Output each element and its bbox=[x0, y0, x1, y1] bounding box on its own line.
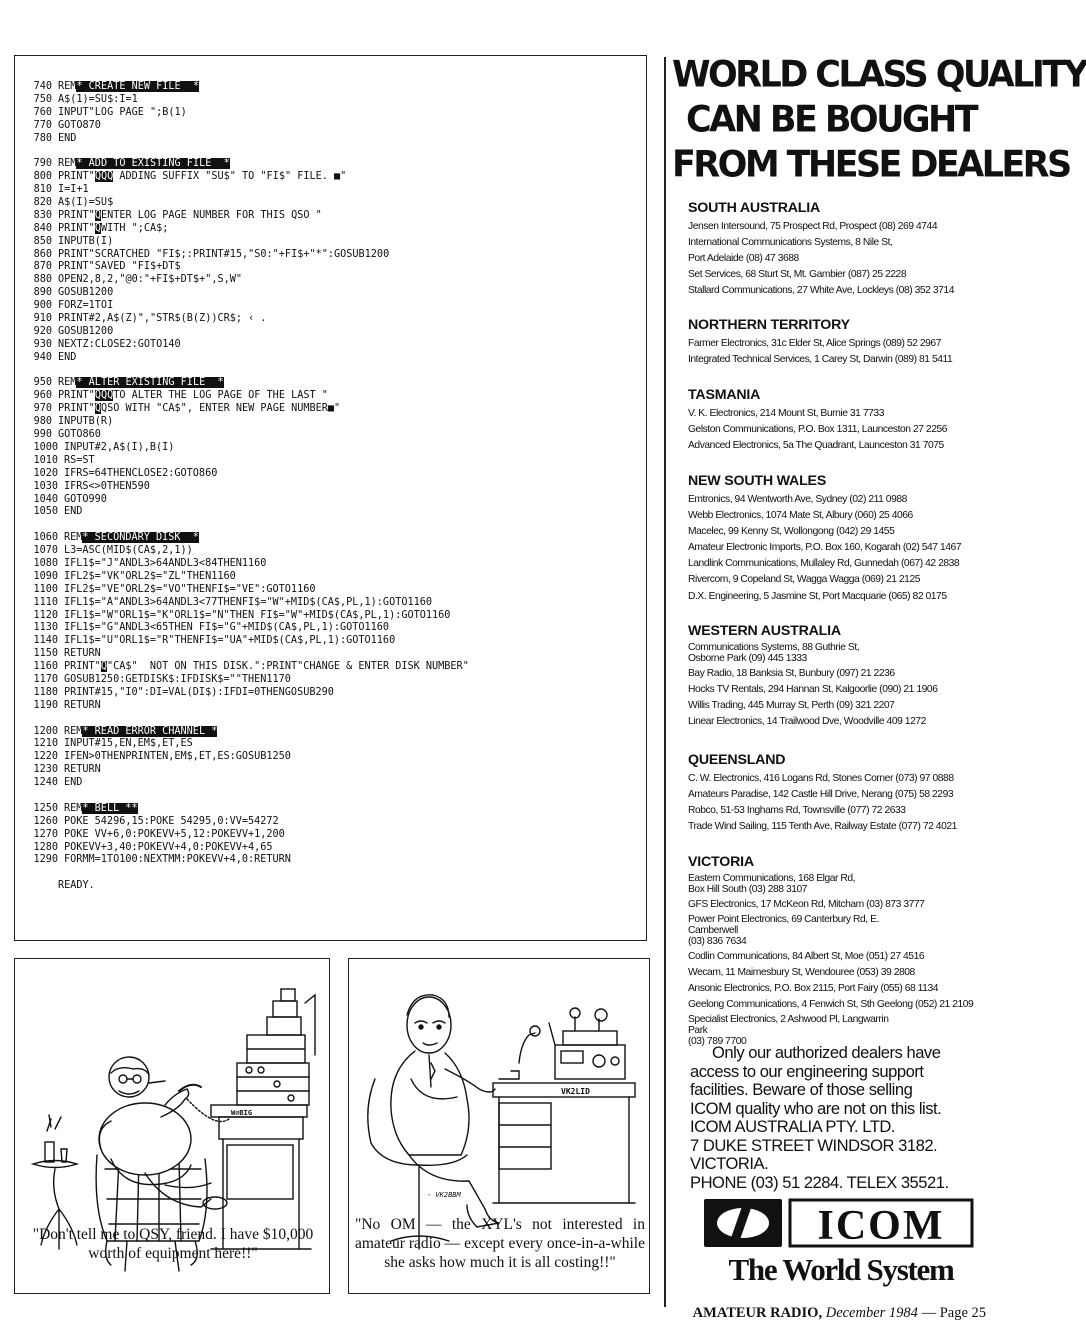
code-line bbox=[26, 287, 638, 300]
code-text: IFL1$="J"ANDL3>64ANDL3<84THEN1160 bbox=[64, 557, 267, 569]
notice-line: access to our engineering support bbox=[690, 1061, 924, 1081]
line-number: 1100 bbox=[33, 583, 58, 595]
dealer-entry-line: (03) 789 7700 bbox=[688, 1036, 747, 1048]
code-text: A$(1)=SU$:I=1 bbox=[58, 93, 138, 105]
dealer-region bbox=[688, 854, 988, 1049]
region-name: SOUTH AUSTRALIA bbox=[688, 200, 821, 216]
dealer-entry-line: Communications Systems, 88 Guthrie St, bbox=[688, 642, 860, 653]
dealer-entry: V. K. Electronics, 214 Mount St, Burnie 31 7733 bbox=[688, 408, 884, 419]
code-line bbox=[26, 416, 638, 429]
dealer-entry: Amateurs Paradise, 142 Castle Hill Drive, Nerang (075) 58 2293 bbox=[688, 789, 954, 801]
code-text: I=I+1 bbox=[58, 184, 89, 196]
code-text: PRINT" bbox=[58, 403, 95, 415]
ad-tagline: The World System bbox=[728, 1252, 954, 1287]
code-line bbox=[26, 803, 638, 816]
code-line bbox=[26, 558, 638, 571]
code-line bbox=[26, 390, 638, 403]
line-number: 950 bbox=[33, 377, 52, 389]
reverse-video-text: * ALTER EXISTING FILE * bbox=[76, 377, 224, 389]
line-number: 880 bbox=[33, 274, 52, 286]
dealer-entry bbox=[688, 642, 898, 664]
line-number: 1130 bbox=[33, 622, 58, 634]
line-number: 1000 bbox=[33, 441, 58, 453]
code-line bbox=[26, 622, 638, 635]
code-text: REM bbox=[58, 158, 77, 170]
ad-notice bbox=[690, 1044, 990, 1192]
code-line bbox=[26, 687, 638, 700]
code-text: FORZ=1TOI bbox=[58, 300, 114, 312]
region-name: NEW SOUTH WALES bbox=[688, 473, 827, 489]
line-number: 1290 bbox=[33, 854, 58, 866]
notice-line: ICOM AUSTRALIA PTY. LTD. bbox=[690, 1117, 896, 1136]
code-text: END bbox=[64, 506, 83, 518]
code-text: A$(I)=SU$ bbox=[58, 197, 114, 209]
dealer-entry: GFS Electronics, 17 McKeon Rd, Mitcham (03) 873 3777 bbox=[688, 899, 925, 910]
dealer-entry: Macelec, 99 Kenny St, Wollongong (042) 29 1455 bbox=[688, 526, 895, 538]
dealer-entry: Willis Trading, 445 Murray St, Perth (09) 321 2207 bbox=[688, 700, 895, 712]
code-line bbox=[26, 777, 638, 790]
line-number: 890 bbox=[33, 287, 52, 299]
code-text: REM bbox=[64, 802, 83, 814]
dealer-entry-line: (03) 836 7634 bbox=[688, 936, 747, 948]
code-text: POKE VV+6,0:POKEVV+5,12:POKEVV+1,200 bbox=[64, 828, 285, 840]
region-name: WESTERN AUSTRALIA bbox=[688, 623, 841, 639]
notice-line: Only our authorized dealers have bbox=[712, 1043, 941, 1062]
dealer-entry: Trade Wind Sailing, 115 Tenth Ave, Railway Estate (077) 72 4021 bbox=[688, 821, 957, 833]
code-text: GOSUB1200 bbox=[58, 325, 114, 337]
line-number: 910 bbox=[33, 313, 52, 325]
line-number: 1240 bbox=[33, 777, 58, 789]
dealer-entry: Ansonic Electronics, P.O. Box 2115, Port Fairy (055) 68 1134 bbox=[688, 983, 939, 995]
code-line bbox=[26, 197, 638, 210]
code-text: WITH ";CA$; bbox=[100, 222, 169, 234]
line-number: 960 bbox=[33, 390, 52, 402]
code-text: PRINT" bbox=[64, 661, 101, 673]
code-line bbox=[26, 506, 638, 519]
code-blank-line bbox=[26, 790, 638, 803]
reverse-video-text: QQQ bbox=[94, 390, 114, 402]
region-name: TASMANIA bbox=[688, 387, 761, 403]
code-line bbox=[26, 751, 638, 764]
basic-listing-code bbox=[26, 81, 638, 893]
code-text: TO ALTER THE LOG PAGE OF THE LAST " bbox=[113, 390, 328, 402]
dealer-entry: Amateur Electronic Imports, P.O. Box 160, Kogarah (02) 547 1467 bbox=[688, 542, 962, 554]
code-text: END bbox=[58, 351, 77, 363]
code-text: GOSUB1250:GETDISK$:IFDISK$=""THEN1170 bbox=[64, 673, 291, 685]
code-line bbox=[26, 171, 638, 184]
reverse-video-text: * BELL ** bbox=[82, 802, 138, 814]
code-line bbox=[26, 120, 638, 133]
code-text: READY. bbox=[58, 880, 95, 892]
dealer-entry: Codlin Communications, 84 Albert St, Moe (051) 27 4516 bbox=[688, 951, 925, 963]
dealer-entry bbox=[688, 873, 898, 895]
dealer-region bbox=[688, 387, 988, 454]
dealer-region bbox=[688, 317, 988, 368]
code-line bbox=[26, 661, 638, 674]
code-text: GOTO990 bbox=[64, 493, 107, 505]
code-text: PRINT" bbox=[58, 171, 95, 183]
line-number: 1170 bbox=[33, 673, 58, 685]
code-line bbox=[26, 674, 638, 687]
region-name: QUEENSLAND bbox=[688, 752, 786, 768]
code-line bbox=[26, 700, 638, 713]
code-text: INPUTB(I) bbox=[58, 235, 114, 247]
code-text: PRINT#15,"I0":DI=VAL(DI$):IFDI=0THENGOSUB290 bbox=[64, 686, 334, 698]
notice-line: VICTORIA. bbox=[690, 1154, 769, 1173]
ad-headline-line-2: CAN BE BOUGHT bbox=[686, 98, 976, 141]
line-number: 1180 bbox=[33, 686, 58, 698]
dealer-entry: D.X. Engineering, 5 Jasmine St, Port Macquarie (065) 82 0175 bbox=[688, 590, 947, 602]
code-text: IFEN>0THENPRINTEN,EM$,ET,ES:GOSUB1250 bbox=[64, 751, 291, 763]
code-line bbox=[26, 829, 638, 842]
code-line bbox=[26, 184, 638, 197]
code-line bbox=[26, 326, 638, 339]
line-number: 1270 bbox=[33, 828, 58, 840]
column-divider bbox=[664, 57, 666, 1307]
icom-logo-text: ICOM bbox=[817, 1203, 945, 1249]
dealer-entry: Gelston Communications, P.O. Box 1311, Launceston 27 2256 bbox=[688, 424, 948, 436]
code-line bbox=[26, 133, 638, 146]
code-line bbox=[26, 635, 638, 648]
line-number: 790 bbox=[33, 158, 52, 170]
code-line bbox=[26, 352, 638, 365]
code-text: INPUT#15,EN,EM$,ET,ES bbox=[64, 738, 193, 750]
line-number: 1070 bbox=[33, 545, 58, 557]
code-line bbox=[26, 764, 638, 777]
line-number: 1280 bbox=[33, 841, 58, 853]
code-text: IFL1$="A"ANDL3>64ANDL3<77THENFI$="W"+MID$(CA$,PL,1):GOTO1160 bbox=[64, 596, 433, 608]
code-line bbox=[26, 854, 638, 867]
line-number: 920 bbox=[33, 325, 52, 337]
code-line bbox=[26, 210, 638, 223]
line-number: 1120 bbox=[33, 609, 58, 621]
reverse-video-text: * SECONDARY DISK * bbox=[82, 532, 199, 544]
line-number: 970 bbox=[33, 403, 52, 415]
code-text: PRINT" bbox=[58, 222, 95, 234]
dealer-entry: Set Services, 68 Sturt St, Mt. Gambier (087) 25 2228 bbox=[688, 269, 907, 281]
dealer-entry: Rivercom, 9 Copeland St, Wagga Wagga (069) 21 2125 bbox=[688, 574, 921, 586]
line-number: 1050 bbox=[33, 506, 58, 518]
code-line bbox=[26, 584, 638, 597]
code-text: GOTO870 bbox=[58, 119, 101, 131]
line-number: 830 bbox=[33, 209, 52, 221]
code-line bbox=[26, 481, 638, 494]
code-text: PRINT"SAVED "FI$+DT$ bbox=[58, 261, 181, 273]
code-line bbox=[26, 442, 638, 455]
line-number: 1140 bbox=[33, 635, 58, 647]
dealer-entry: Geelong Communications, 4 Fenwich St, Sth Geelong (052) 21 2109 bbox=[688, 999, 974, 1011]
notice-line: 7 DUKE STREET WINDSOR 3182. bbox=[690, 1135, 938, 1155]
code-line bbox=[26, 532, 638, 545]
code-text: RETURN bbox=[64, 764, 101, 776]
dealer-entry bbox=[688, 914, 898, 947]
line-number: 1150 bbox=[33, 648, 58, 660]
line-number: 860 bbox=[33, 248, 52, 260]
code-blank-line bbox=[26, 713, 638, 726]
code-line bbox=[26, 726, 638, 739]
code-text: IFL1$="G"ANDL3<65THEN FI$="G"+MID$(CA$,PL,1):GOTO1160 bbox=[64, 622, 390, 634]
dealer-entry: Farmer Electronics, 31c Elder St, Alice Springs (089) 52 2967 bbox=[688, 338, 941, 349]
code-text: INPUT#2,A$(I),B(I) bbox=[64, 441, 175, 453]
code-text: INPUTB(R) bbox=[58, 416, 114, 428]
line-number: 780 bbox=[33, 132, 52, 144]
dealer-region bbox=[688, 200, 988, 299]
dealer-entry: Port Adelaide (08) 47 3688 bbox=[688, 253, 799, 265]
code-line bbox=[26, 610, 638, 623]
code-text: IFL2$="VK"ORL2$="ZL"THEN1160 bbox=[64, 570, 236, 582]
line-number: 760 bbox=[33, 106, 52, 118]
code-line bbox=[26, 455, 638, 468]
line-number: 1160 bbox=[33, 661, 58, 673]
line-number: 750 bbox=[33, 93, 52, 105]
dealer-entry: Stallard Communications, 27 White Ave, Lockleys (08) 352 3714 bbox=[688, 285, 954, 297]
dealer-entry: C. W. Electronics, 416 Logans Rd, Stones Corner (073) 97 0888 bbox=[688, 773, 954, 784]
footer-date: December 1984 bbox=[825, 1305, 918, 1321]
code-line bbox=[26, 377, 638, 390]
footer-publication: AMATEUR RADIO, bbox=[692, 1305, 823, 1321]
region-name: NORTHERN TERRITORY bbox=[688, 317, 850, 333]
ad-headline-line-3: FROM THESE DEALERS bbox=[672, 144, 1070, 187]
code-line bbox=[26, 236, 638, 249]
cartoon-right bbox=[348, 958, 650, 1294]
code-text: ADDING SUFFIX "SU$" TO "FI$" FILE. ■" bbox=[113, 171, 347, 183]
code-line bbox=[26, 274, 638, 287]
dealer-entry: Integrated Technical Services, 1 Carey St, Darwin (089) 81 5411 bbox=[688, 354, 953, 366]
reverse-video-text: Q bbox=[94, 403, 101, 415]
line-number: 990 bbox=[33, 429, 52, 441]
code-line bbox=[26, 494, 638, 507]
line-number: 1250 bbox=[33, 802, 58, 814]
dealer-entry: Hocks TV Rentals, 294 Hannan St, Kalgoorlie (090) 21 1906 bbox=[688, 684, 938, 696]
line-number: 940 bbox=[33, 351, 52, 363]
code-text: IFRS<>0THEN590 bbox=[64, 480, 150, 492]
code-text: PRINT" bbox=[58, 209, 95, 221]
dealer-entry: Landlink Communications, Mullaley Rd, Gunnedah (067) 42 2838 bbox=[688, 558, 960, 570]
code-text: GOSUB1200 bbox=[58, 287, 114, 299]
reverse-video-text: * CREATE NEW FILE * bbox=[76, 81, 200, 92]
dealer-entry: Linear Electronics, 14 Trailwood Dve, Woodville 409 1272 bbox=[688, 716, 926, 728]
reverse-video-text: Q bbox=[94, 222, 101, 234]
line-number: 840 bbox=[33, 222, 52, 234]
code-line bbox=[26, 571, 638, 584]
code-line bbox=[26, 223, 638, 236]
line-number: 1080 bbox=[33, 557, 58, 569]
code-line bbox=[26, 313, 638, 326]
code-blank-line bbox=[26, 365, 638, 378]
line-number: 930 bbox=[33, 338, 52, 350]
dealer-entry-line: Specialist Electronics, 2 Ashwood Pl, Langwarrin Park bbox=[688, 1014, 889, 1037]
code-text: GOTO860 bbox=[58, 429, 101, 441]
reverse-video-text: QQQ bbox=[94, 171, 114, 183]
reverse-video-text: Q bbox=[94, 209, 101, 221]
code-text: L3=ASC(MID$(CA$,2,1)) bbox=[64, 545, 193, 557]
dealer-entry-line: Eastern Communications, 168 Elgar Rd, bbox=[688, 873, 856, 884]
code-text: IFRS=64THENCLOSE2:GOTO860 bbox=[64, 467, 218, 479]
code-blank-line bbox=[26, 867, 638, 880]
code-line bbox=[26, 403, 638, 416]
line-number: 1020 bbox=[33, 467, 58, 479]
code-line bbox=[26, 648, 638, 661]
line-number: 1010 bbox=[33, 454, 58, 466]
code-blank-line bbox=[26, 145, 638, 158]
code-line bbox=[26, 468, 638, 481]
line-number: 740 bbox=[33, 81, 52, 92]
code-text: RS=ST bbox=[64, 454, 95, 466]
dealer-entry: Emtronics, 94 Wentworth Ave, Sydney (02) 211 0988 bbox=[688, 494, 907, 505]
footer-page: — Page 25 bbox=[921, 1305, 986, 1321]
dealer-region bbox=[688, 473, 988, 605]
code-text: RETURN bbox=[64, 699, 101, 711]
code-text: PRINT"SCRATCHED "FI$;:PRINT#15,"S0:"+FI$+"*":GOSUB1200 bbox=[58, 248, 390, 260]
code-text: PRINT#2,A$(Z)","STR$(B(Z))CR$; ‹ . bbox=[58, 313, 267, 325]
code-line bbox=[26, 545, 638, 558]
line-number: 1190 bbox=[33, 699, 58, 711]
code-text: IFL1$="U"ORL1$="R"THENFI$="UA"+MID$(CA$,PL,1):GOTO1160 bbox=[64, 635, 396, 647]
code-text: QSO WITH "CA$", ENTER NEW PAGE NUMBER■" bbox=[100, 403, 341, 415]
code-text: IFL1$="W"ORL1$="K"ORL1$="N"THEN FI$="W"+MID$(CA$,PL,1):GOTO1160 bbox=[64, 609, 451, 621]
line-number: 1040 bbox=[33, 493, 58, 505]
code-text: REM bbox=[64, 725, 83, 737]
line-number: 870 bbox=[33, 261, 52, 273]
dealer-entry: Robco, 51-53 Inghams Rd, Townsville (077) 72 2633 bbox=[688, 805, 906, 817]
code-text: PRINT" bbox=[58, 390, 95, 402]
code-blank-line bbox=[26, 519, 638, 532]
notice-line: facilities. Beware of those selling bbox=[690, 1080, 913, 1099]
code-text: POKEVV+3,40:POKEVV+4,0:POKEVV+4,65 bbox=[64, 841, 273, 853]
dealer-entry-line: Osborne Park (09) 445 1333 bbox=[688, 653, 807, 664]
code-text: NEXTZ:CLOSE2:GOTO140 bbox=[58, 338, 181, 350]
code-line bbox=[26, 158, 638, 171]
line-number: 1060 bbox=[33, 532, 58, 544]
code-line bbox=[26, 94, 638, 107]
code-text: END bbox=[58, 132, 77, 144]
code-line bbox=[26, 597, 638, 610]
line-number: 1030 bbox=[33, 480, 58, 492]
code-text: RETURN bbox=[64, 648, 101, 660]
reverse-video-text: * ADD TO EXISTING FILE * bbox=[76, 158, 230, 170]
region-name: VICTORIA bbox=[688, 854, 754, 870]
dealer-entry: Jensen Intersound, 75 Prospect Rd, Prospect (08) 269 4744 bbox=[688, 221, 938, 232]
dealer-region bbox=[688, 752, 988, 835]
code-line bbox=[26, 107, 638, 120]
code-text: IFL2$="VE"ORL2$="VO"THENFI$="VE":GOTO1160 bbox=[64, 583, 316, 595]
notice-line: PHONE (03) 51 2284. TELEX 35521. bbox=[690, 1172, 949, 1192]
code-line bbox=[26, 339, 638, 352]
line-number: 1220 bbox=[33, 751, 58, 763]
page-footer bbox=[693, 1305, 986, 1322]
code-text: FORMM=1TO100:NEXTMM:POKEVV+4,0:RETURN bbox=[64, 854, 291, 866]
code-text: INPUT"LOG PAGE ";B(1) bbox=[58, 106, 187, 118]
line-number: 900 bbox=[33, 300, 52, 312]
code-line bbox=[26, 81, 638, 94]
line-number: 1260 bbox=[33, 815, 58, 827]
artist-signature: - VK2BBM bbox=[427, 1191, 461, 1199]
code-line bbox=[26, 816, 638, 829]
line-number: 980 bbox=[33, 416, 52, 428]
line-number: 1230 bbox=[33, 764, 58, 776]
code-text: "CA$" NOT ON THIS DISK.":PRINT"CHANGE & ENTER DISK NUMBER" bbox=[106, 661, 469, 673]
code-line bbox=[26, 300, 638, 313]
code-text: REM bbox=[58, 377, 77, 389]
line-number: 1110 bbox=[33, 596, 58, 608]
line-number: 800 bbox=[33, 171, 52, 183]
line-number: 850 bbox=[33, 235, 52, 247]
line-number: 1210 bbox=[33, 738, 58, 750]
cartoon-right-caption: "No OM — the XYL's not interested in amateur radio — except every once-in-a-while she asks how much it is all costing!!" bbox=[355, 1216, 645, 1271]
code-line bbox=[26, 842, 638, 855]
dealer-entry-line: Power Point Electronics, 69 Canterbury Rd, E. Camberwell bbox=[688, 914, 879, 937]
dealer-region bbox=[688, 623, 988, 730]
dealer-entry: Advanced Electronics, 5a The Quadrant, Launceston 31 7075 bbox=[688, 440, 944, 452]
line-number: 810 bbox=[33, 184, 52, 196]
code-text: OPEN2,8,2,"@0:"+FI$+DT$+",S,W" bbox=[58, 274, 243, 286]
reverse-video-text: * READ ERROR CHANNEL * bbox=[82, 725, 218, 737]
code-text: POKE 54296,15:POKE 54295,0:VV=54272 bbox=[64, 815, 279, 827]
equipment-label: W∅BIG bbox=[231, 1109, 253, 1117]
icom-logo bbox=[704, 1199, 974, 1251]
line-number: 820 bbox=[33, 197, 52, 209]
code-text: ENTER LOG PAGE NUMBER FOR THIS QSO " bbox=[100, 209, 322, 221]
basic-listing-panel bbox=[14, 55, 647, 941]
cartoon-left bbox=[14, 958, 330, 1294]
code-line bbox=[26, 249, 638, 262]
line-number: 1200 bbox=[33, 725, 58, 737]
code-text: END bbox=[64, 777, 83, 789]
reverse-video-text: Q bbox=[100, 661, 107, 673]
line-number: 1090 bbox=[33, 570, 58, 582]
code-text: REM bbox=[58, 81, 77, 92]
line-number: 770 bbox=[33, 119, 52, 131]
code-line bbox=[26, 880, 638, 893]
code-line bbox=[26, 429, 638, 442]
dealer-entry-line: Box Hill South (03) 288 3107 bbox=[688, 884, 808, 895]
desk-label: VK2LID bbox=[561, 1087, 590, 1096]
dealer-entry: International Communications Systems, 8 Nile St, bbox=[688, 237, 893, 249]
dealer-entry: Webb Electronics, 1074 Mate St, Albury (060) 25 4066 bbox=[688, 510, 913, 522]
code-text: REM bbox=[64, 532, 83, 544]
ad-headline-line-1: WORLD CLASS QUALITY bbox=[672, 53, 1086, 96]
cartoon-left-caption: "Don't tell me to QSY, friend. I have $10,000 worth of equipment here!!" bbox=[32, 1226, 314, 1262]
code-line bbox=[26, 738, 638, 751]
dealer-entry: Wecam, 11 Maimesbury St, Wendouree (053) 39 2808 bbox=[688, 967, 915, 979]
notice-line: ICOM quality who are not on this list. bbox=[690, 1098, 942, 1118]
ad-headline bbox=[672, 53, 1086, 188]
code-line bbox=[26, 261, 638, 274]
dealer-entry: Bay Radio, 18 Banksia St, Bunbury (097) 21 2236 bbox=[688, 668, 895, 679]
